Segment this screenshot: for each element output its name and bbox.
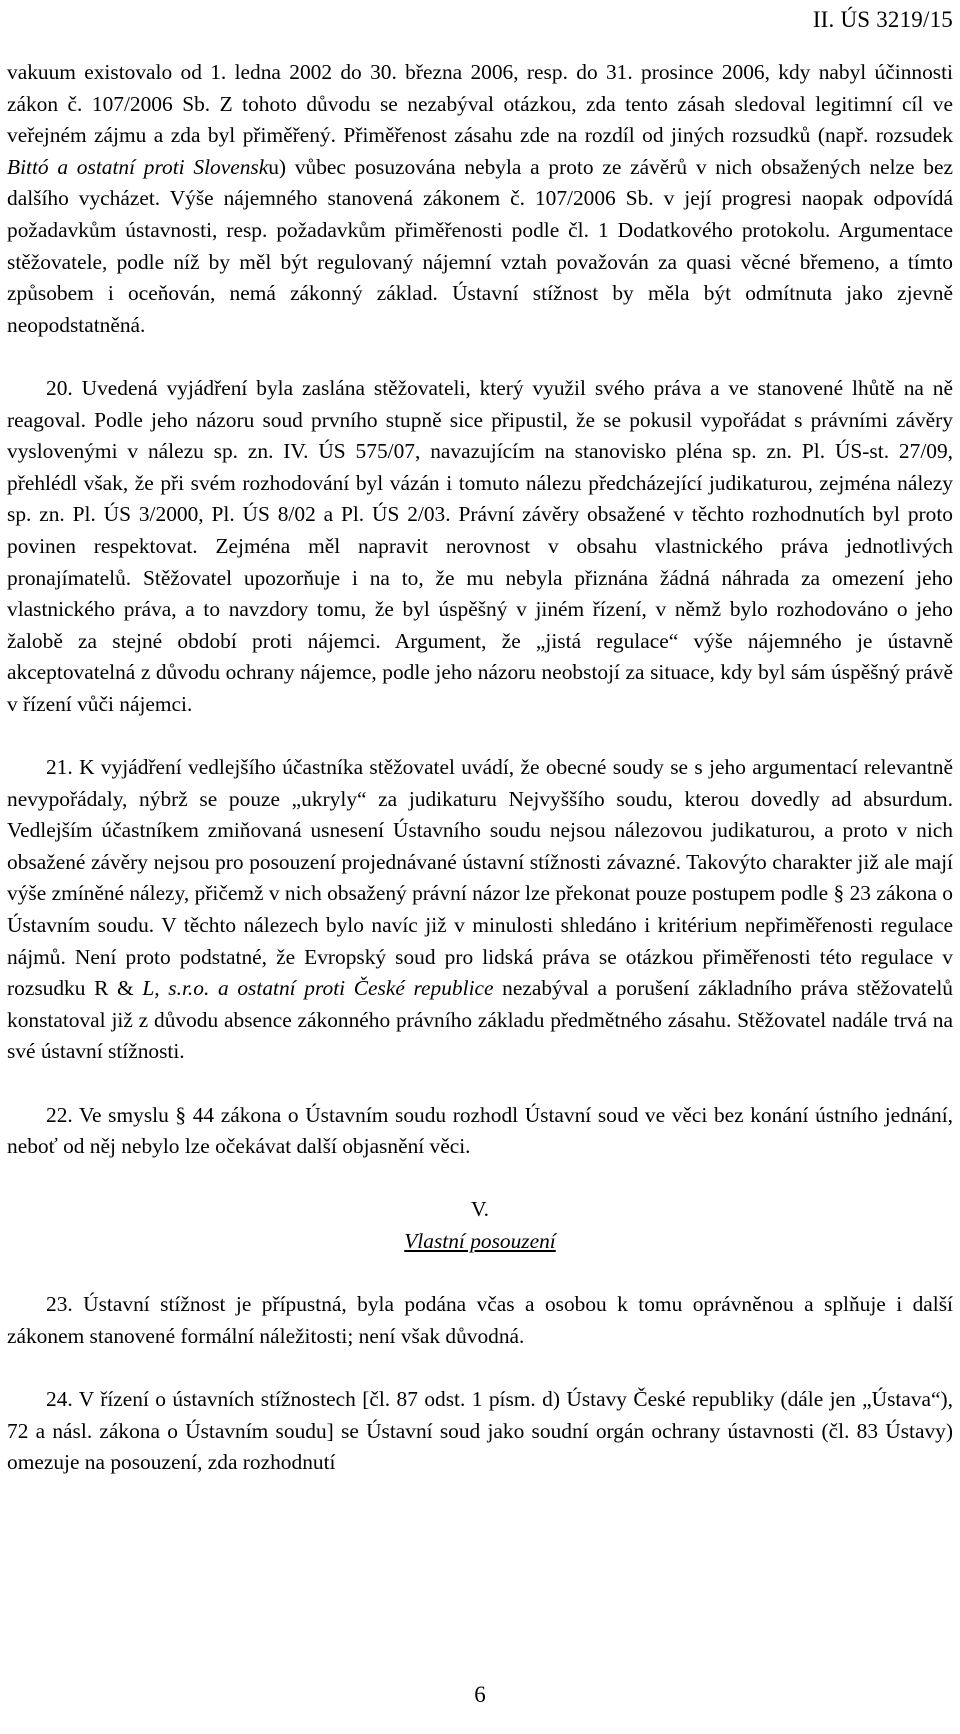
text-run: nezabýval a porušení základního práva stěžovatelů konstatoval již z důvodu absence zákonného právního základu předmětného zásahu. Stěžovatel nadále trvá na své ústavní stížnosti. (7, 976, 953, 1064)
paragraph-24: 24. V řízení o ústavních stížnostech [čl. 87 odst. 1 písm. d) Ústavy České republiky (dále jen „Ústava“), 72 a násl. zákona o Ústavním soudu] se Ústavní soud jako soudní orgán ochrany ústavnosti (čl. 83 Ústavy) omezuje na posouzení, zda rozhodnutí (7, 1386, 953, 1475)
text-run: 21. K vyjádření vedlejšího účastníka stěžovatel uvádí, že obecné soudy se s jeho argumentací relevantně nevypořádaly, nýbrž se pouze „ukryly“ za judikaturu Nejvyššího soudu, kterou dovedly ad absurdum. Vedlejším účastníkem zmiňovaná usnesení Ústavního soudu nejsou nálezovou judikaturou, a proto v nich obsažené závěry nejsou pro posouzení projednávané ústavní stížnosti závazné. Takovýto charakter již ale mají výše zmíněné nálezy, přičemž v nich obsažený právní názor lze překonat pouze postupem podle § 23 zákona o Ústavním soudu. V těchto nálezech bylo navíc již v minulosti shledáno i kritérium nepřiměřenosti regulace nájmů. Není proto podstatné, že Evropský soud pro lidská práva se otázkou přiměřenosti této regulace v rozsudku (7, 755, 953, 1001)
paragraph-20: 20. Uvedená vyjádření byla zaslána stěžovateli, který využil svého práva a ve stanovené lhůtě na ně reagoval. Podle jeho názoru soud prvního stupně sice připustil, že se pokusil vypořádat s právními závěry vyslovenými v nálezu sp. zn. IV. ÚS 575/07, navazujícím na stanovisko pléna sp. zn. Pl. ÚS-st. 27/09, přehlédl však, že při svém rozhodování byl vázán i tomuto nálezu předcházející judikaturou, zejména nálezy sp. zn. Pl. ÚS 3/2000, Pl. ÚS 8/02 a Pl. ÚS 2/03. Právní závěry obsažené v těchto rozhodnutích byl proto povinen respektovat. Zejména měl napravit nerovnost v obsahu vlastnického práva jednotlivých pronajímatelů. Stěžovatel upozorňuje i na to, že mu nebyla přiznána žádná náhrada za omezení jeho vlastnického práva, a to navzdory tomu, že byl úspěšný v jiném řízení, v němž bylo rozhodováno o jeho žalobě za stejné období proti nájemci. Argument, že „jistá regulace“ výše nájemného je ústavně akceptovatelná z důvodu ochrany nájemce, podle jeho názoru neobstojí za situace, kdy byl sám úspěšný právě v řízení vůči nájemci. (7, 375, 953, 716)
case-name-italic: Bittó a ostatní proti Slovensk (7, 154, 269, 179)
document-body (7, 57, 953, 1479)
page-number: 6 (474, 1682, 486, 1707)
section-heading (7, 1194, 953, 1257)
text-run: vakuum existovalo od 1. ledna 2002 do 30. března 2006, resp. do 31. prosince 2006, kdy nabyl účinnosti zákon č. 107/2006 Sb. Z tohoto důvodu se nezabýval otázkou, zda tento zásah sledoval legitimní cíl ve veřejném zájmu a zda byl přiměřený. Přiměřenost zásahu zde na rozdíl od jiných rozsudků (např. rozsudek (7, 60, 953, 148)
section-title: Vlastní posouzení (404, 1228, 556, 1253)
case-name-italic: L, s.r.o. a ostatní proti České republice (142, 976, 494, 1001)
case-name-regular: R & (94, 976, 143, 1001)
paragraph-23: 23. Ústavní stížnost je přípustná, byla podána včas a osobou k tomu oprávněnou a splňuje i další zákonem stanovené formální náležitosti; není však důvodná. (7, 1292, 953, 1348)
paragraph-21 (7, 752, 953, 1068)
paragraph-22: 22. Ve smyslu § 44 zákona o Ústavním soudu rozhodl Ústavní soud ve věci bez konání ústního jednání, neboť od něj nebylo lze očekávat další objasnění věci. (7, 1102, 953, 1159)
section-number: V. (470, 1197, 490, 1222)
running-header-case-number: II. ÚS 3219/15 (812, 7, 953, 32)
paragraph-intro (7, 57, 953, 341)
text-run: u) vůbec posuzována nebyla a proto ze závěrů v nich obsažených nelze bez dalšího vycházet. Výše nájemného stanovená zákonem č. 107/2006 Sb. v její progresi naopak odpovídá požadavkům ústavnosti, resp. požadavkům přiměřenosti podle čl. 1 Dodatkového protokolu. Argumentace stěžovatele, podle níž by měl být regulovaný nájemní vztah považován za quasi věcné břemeno, a tímto způsobem i oceňován, nemá zákonný základ. Ústavní stížnost by měla být odmítnuta jako zjevně neopodstatněná. (7, 154, 953, 337)
